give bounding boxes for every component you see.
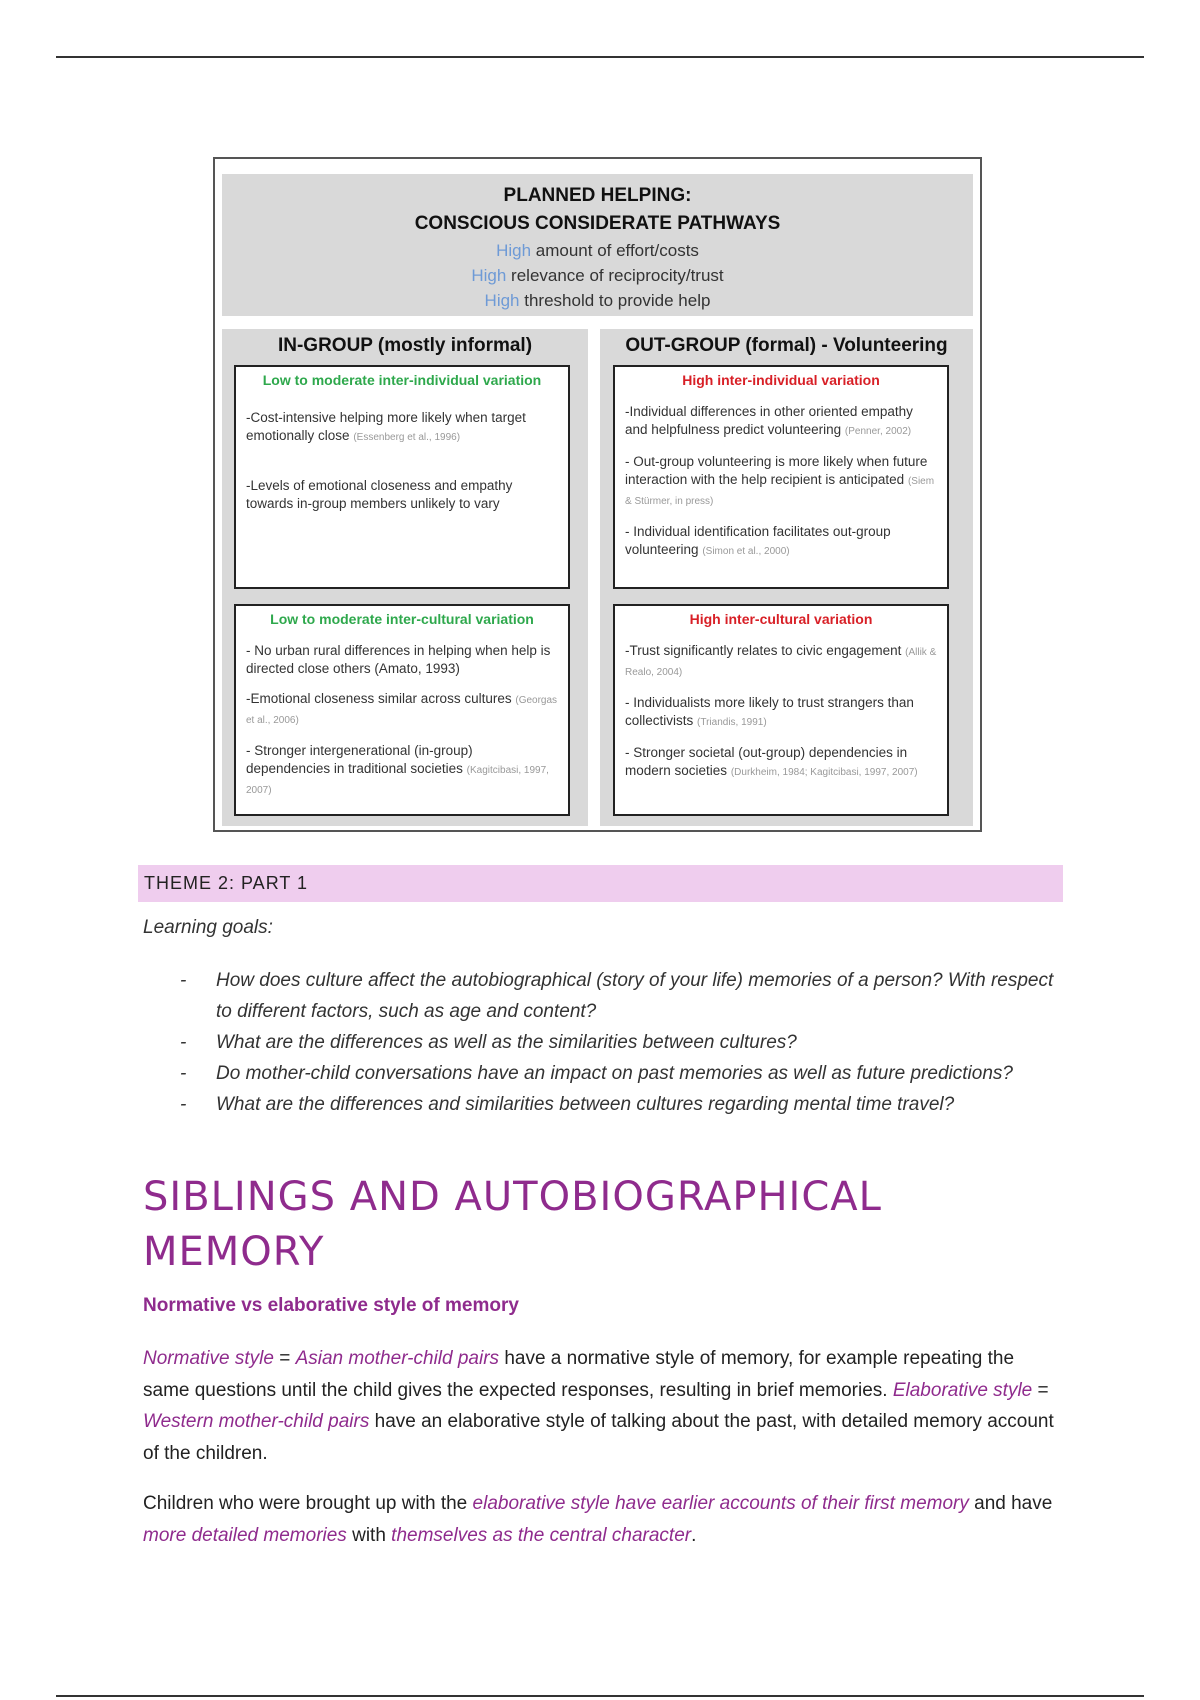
in-group-individual-box	[234, 365, 570, 589]
list-item: - What are the differences and similarities between cultures regarding mental time travel?	[180, 1094, 955, 1115]
learning-goals-label: Learning goals:	[143, 917, 273, 938]
paragraph-children: Children who were brought up with the elaborative style have earlier accounts of their first memory and have more detailed memories with themselves as the central character.	[143, 1493, 1053, 1546]
figure-line: High relevance of reciprocity/trust	[471, 266, 724, 285]
out-group-cultural-box	[613, 604, 949, 816]
box-item: -Cost-intensive helping more likely when target emotionally close (Essenberg et al., 1996)	[246, 410, 526, 443]
out-group-column	[600, 329, 973, 826]
box-item: - Stronger societal (out-group) dependencies in modern societies (Durkheim, 1984; Kagitcibasi, 1997, 2007)	[625, 745, 918, 778]
box-header: High inter-cultural variation	[689, 611, 873, 627]
section-heading: SIBLINGS AND AUTOBIOGRAPHICAL MEMORY	[143, 1174, 882, 1275]
figure-header	[222, 174, 973, 316]
top-rule	[56, 56, 1144, 58]
list-item: - How does culture affect the autobiographical (story of your life) memories of a person? With respect to different factors, such as age and content?	[180, 970, 1054, 1022]
list-item: - What are the differences as well as the similarities between cultures?	[180, 1032, 797, 1053]
out-group-title: OUT-GROUP (formal) - Volunteering	[625, 335, 948, 356]
box-item: - Individual identification facilitates out-group volunteering (Simon et al., 2000)	[625, 524, 891, 557]
box-header: Low to moderate inter-individual variation	[262, 372, 542, 388]
figure-line: High threshold to provide help	[484, 291, 711, 310]
theme-banner: THEME 2: PART 1	[138, 865, 1063, 902]
box-item: -Trust significantly relates to civic engagement (Allik & Realo, 2004)	[625, 643, 937, 678]
box-item: -Individual differences in other oriented empathy and helpfulness predict volunteering (Penner, 2002)	[625, 404, 913, 437]
box-item: - Stronger intergenerational (in-group) dependencies in traditional societies (Kagitcibasi, 1997, 2007)	[246, 743, 549, 796]
box-header: Low to moderate inter-cultural variation	[270, 611, 534, 627]
figure-line: High amount of effort/costs	[496, 241, 699, 260]
section-subheading: Normative vs elaborative style of memory	[143, 1295, 519, 1316]
paragraph-styles: Normative style = Asian mother-child pairs have a normative style of memory, for example repeating the same questions until the child gives the expected responses, resulting in brief memories. Elaborative style = Western mother-child pairs have an elaborative style of talking about the past, with detailed memory account of the children.	[143, 1348, 1054, 1464]
figure-subtitle: CONSCIOUS CONSIDERATE PATHWAYS	[414, 213, 781, 234]
box-item: -Emotional closeness similar across cultures (Georgas et al., 2006)	[246, 691, 558, 726]
box-item: - Out-group volunteering is more likely when future interaction with the help recipient is anticipated (Siem & Stürmer, in press)	[625, 454, 935, 507]
in-group-title: IN-GROUP (mostly informal)	[277, 335, 533, 356]
box-item: - Individualists more likely to trust strangers than collectivists (Triandis, 1991)	[625, 695, 914, 728]
planned-helping-figure	[213, 157, 982, 832]
box-item: - No urban rural differences in helping when help is directed close others (Amato, 1993)	[246, 643, 551, 676]
figure-title: PLANNED HELPING:	[503, 185, 692, 206]
box-header: High inter-individual variation	[682, 372, 880, 388]
out-group-individual-box	[613, 365, 949, 589]
bottom-rule	[56, 1695, 1144, 1697]
in-group-cultural-box	[234, 604, 570, 816]
box-item: -Levels of emotional closeness and empathy towards in-group members unlikely to vary	[246, 478, 513, 511]
in-group-column	[222, 329, 588, 826]
list-item: - Do mother-child conversations have an impact on past memories as well as future predictions?	[180, 1063, 1013, 1084]
learning-goals-list	[180, 965, 1060, 1120]
